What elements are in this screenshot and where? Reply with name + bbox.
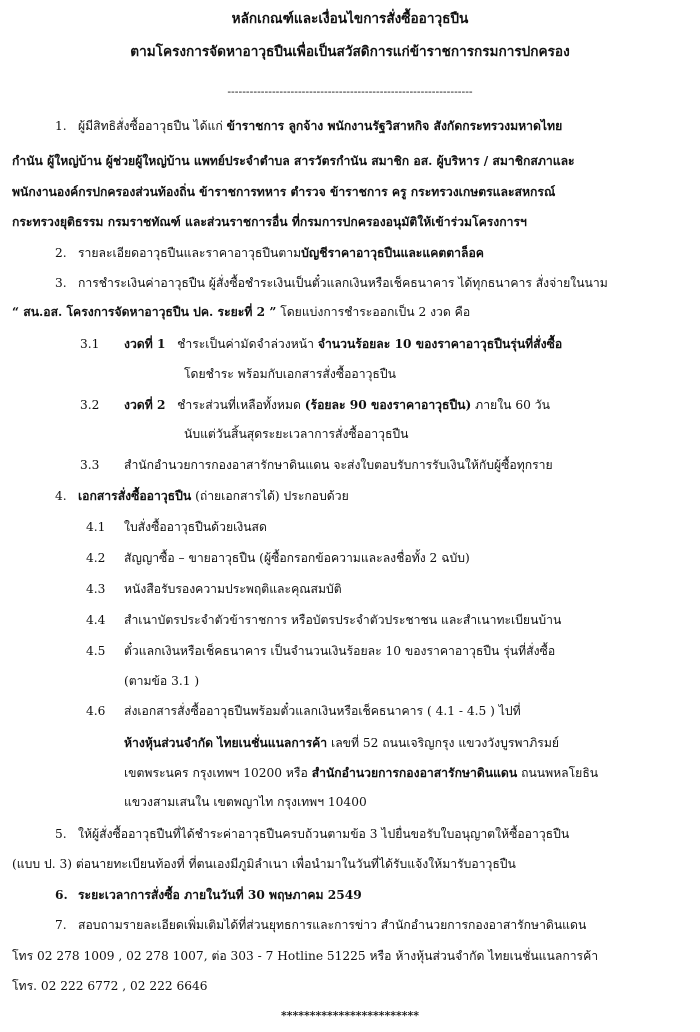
item-3-1-text-a: ชำระเป็นค่ามัดจำล่วงหน้า xyxy=(177,337,314,351)
item-4-6-line-1: ส่งเอกสารสั่งซื้ออาวุธปืนพร้อมตั๋วแลกเงินหรือเช็คธนาคาร ( 4.1 - 4.5 ) ไปที่ xyxy=(124,704,521,718)
item-3-line-2 xyxy=(12,306,470,318)
item-4-3-number: 4.3 xyxy=(86,582,106,596)
top-divider: ------------------------------------------------------------------ xyxy=(227,85,473,98)
item-3-2-text-b: (ร้อยละ 90 ของราคาอาวุธปืน) xyxy=(304,398,472,412)
item-1-line-1a: ผู้มีสิทธิสั่งซื้ออาวุธปืน ได้แก่ xyxy=(78,119,223,133)
item-3-line-2a: “ สน.อส. โครงการจัดหาอาวุธปืน ปค. ระยะที่ 2 ” xyxy=(12,305,277,319)
item-2-number: 2. xyxy=(55,246,67,260)
item-4-6-number: 4.6 xyxy=(86,704,106,718)
item-3-2-head: งวดที่ 2 xyxy=(124,398,166,412)
document-subtitle: ตามโครงการจัดหาอาวุธปืนเพื่อเป็นสวัสดิการแก่ข้าราชการกรมการปกครอง xyxy=(130,44,570,60)
document-title: หลักเกณฑ์และเงื่อนไขการสั่งซื้ออาวุธปืน xyxy=(231,11,469,27)
item-4-4-text: สำเนาบัตรประจำตัวข้าราชการ หรือบัตรประจำตัวประชาชน และสำเนาทะเบียนบ้าน xyxy=(124,613,562,627)
item-3-2-number: 3.2 xyxy=(80,398,100,412)
item-3-1-number: 3.1 xyxy=(80,337,100,351)
item-3-2-line-2: นับแต่วันสิ้นสุดระยะเวลาการสั่งซื้ออาวุธปืน xyxy=(184,427,409,441)
item-1-line-1 xyxy=(78,120,562,132)
item-4-6-line-2 xyxy=(124,737,559,749)
item-2-text-b: บัญชีราคาอาวุธปืนและแคตตาล็อค xyxy=(301,246,484,260)
item-7-line-3: โทร. 02 222 6772 , 02 222 6646 xyxy=(12,979,208,993)
item-7-number: 7. xyxy=(55,918,67,932)
item-3-1-text-b: จำนวนร้อยละ 10 ของราคาอาวุธปืนรุ่นที่สั่งซื้อ xyxy=(317,337,563,351)
item-5-line-2: (แบบ ป. 3) ต่อนายทะเบียนท้องที่ ที่ตนเองมีภูมิลำเนา เพื่อนำมาในวันที่ได้รับแจ้งให้มารับอาวุธปืน xyxy=(12,857,516,871)
item-4-text: (ถ่ายเอกสารได้) ประกอบด้วย xyxy=(195,489,349,503)
item-3-2-text-c: ภายใน 60 วัน xyxy=(475,398,550,412)
item-4-head: เอกสารสั่งซื้ออาวุธปืน xyxy=(78,489,192,503)
item-4-6-line-2a: ห้างหุ้นส่วนจำกัด ไทยเนชั่นแนลการค้า xyxy=(124,736,328,750)
item-4-6-line-3a: เขตพระนคร กรุงเทพฯ 10200 หรือ xyxy=(124,766,308,780)
item-3-3-number: 3.3 xyxy=(80,458,100,472)
item-3-number: 3. xyxy=(55,276,67,290)
item-2-line xyxy=(78,247,484,259)
item-4-2-text: สัญญาซื้อ – ขายอาวุธปืน (ผู้ซื้อกรอกข้อความและลงชื่อทั้ง 2 ฉบับ) xyxy=(124,551,470,565)
item-4-6-line-3 xyxy=(124,767,598,779)
bottom-divider: ************************ xyxy=(280,1009,420,1022)
item-6-number: 6. xyxy=(55,888,68,902)
item-4-4-number: 4.4 xyxy=(86,613,106,627)
item-4-1-text: ใบสั่งซื้ออาวุธปืนด้วยเงินสด xyxy=(124,520,267,534)
item-7-line-2: โทร 02 278 1009 , 02 278 1007, ต่อ 303 - 7 Hotline 51225 หรือ ห้างหุ้นส่วนจำกัด ไทยเนชั่นแนลการค้า xyxy=(12,949,599,963)
item-4-number: 4. xyxy=(55,489,67,503)
item-3-1-line-2: โดยชำระ พร้อมกับเอกสารสั่งซื้ออาวุธปืน xyxy=(184,367,396,381)
item-4-5-line-1: ตั๋วแลกเงินหรือเช็คธนาคาร เป็นจำนวนเงินร้อยละ 10 ของราคาอาวุธปืน รุ่นที่สั่งซื้อ xyxy=(124,644,556,658)
item-1-line-3: พนักงานองค์กรปกครองส่วนท้องถิ่น ข้าราชการทหาร ตำรวจ ข้าราชการ ครู กระทรวงเกษตรและสหกรณ์ xyxy=(12,185,556,199)
item-1-line-4: กระทรวงยุติธรรม กรมราชทัณฑ์ และส่วนราชการอื่น ที่กรมการปกครองอนุมัติให้เข้าร่วมโครงการฯ xyxy=(12,215,527,229)
item-4-line xyxy=(78,490,349,502)
item-1-line-1b: ข้าราชการ ลูกจ้าง พนักงานรัฐวิสาหกิจ สังกัดกระทรวงมหาดไทย xyxy=(226,119,563,133)
item-3-3-text: สำนักอำนวยการกองอาสารักษาดินแดน จะส่งใบตอบรับการรับเงินให้กับผู้ซื้อทุกราย xyxy=(124,458,553,472)
item-4-2-number: 4.2 xyxy=(86,551,106,565)
item-4-5-number: 4.5 xyxy=(86,644,106,658)
item-4-6-line-4: แขวงสามเสนใน เขตพญาไท กรุงเทพฯ 10400 xyxy=(124,795,367,809)
item-5-number: 5. xyxy=(55,827,67,841)
item-6-text: ระยะเวลาการสั่งซื้อ ภายในวันที่ 30 พฤษภาคม 2549 xyxy=(78,888,362,902)
item-3-line-1: การชำระเงินค่าอาวุธปืน ผู้สั่งซื้อชำระเงินเป็นตั๋วแลกเงินหรือเช็คธนาคาร ได้ทุกธนาคาร สั่งจ่ายในนาม xyxy=(78,276,608,290)
item-4-5-line-2: (ตามข้อ 3.1 ) xyxy=(124,674,200,688)
item-1-line-2: กำนัน ผู้ใหญ่บ้าน ผู้ช่วยผู้ใหญ่บ้าน แพทย์ประจำตำบล สารวัตรกำนัน สมาชิก อส. ผู้บริหาร / สมาชิกสภาและ xyxy=(12,154,575,168)
item-3-line-2b: โดยแบ่งการชำระออกเป็น 2 งวด คือ xyxy=(280,305,471,319)
item-4-3-text: หนังสือรับรองความประพฤติและคุณสมบัติ xyxy=(124,582,342,596)
item-3-2-line-1 xyxy=(124,399,550,411)
item-3-2-text-a: ชำระส่วนที่เหลือทั้งหมด xyxy=(177,398,301,412)
item-4-6-line-3b: สำนักอำนวยการกองอาสารักษาดินแดน xyxy=(311,766,518,780)
item-4-6-line-3c: ถนนพหลโยธิน xyxy=(521,766,599,780)
item-3-1-head: งวดที่ 1 xyxy=(124,337,166,351)
item-4-6-line-2b: เลขที่ 52 ถนนเจริญกรุง แขวงวังบูรพาภิรมย์ xyxy=(331,736,560,750)
item-1-number: 1. xyxy=(55,119,67,133)
item-7-line-1: สอบถามรายละเอียดเพิ่มเติมได้ที่ส่วนยุทธการและการข่าว สำนักอำนวยการกองอาสารักษาดินแดน xyxy=(78,918,587,932)
item-2-text-a: รายละเอียดอาวุธปืนและราคาอาวุธปืนตาม xyxy=(78,246,302,260)
item-3-1-line-1 xyxy=(124,338,562,350)
item-4-1-number: 4.1 xyxy=(86,520,106,534)
item-5-line-1: ให้ผู้สั่งซื้ออาวุธปืนที่ได้ชำระค่าอาวุธปืนครบถ้วนตามข้อ 3 ไปยื่นขอรับใบอนุญาตให้ซื้ออาวุธปืน xyxy=(78,827,570,841)
